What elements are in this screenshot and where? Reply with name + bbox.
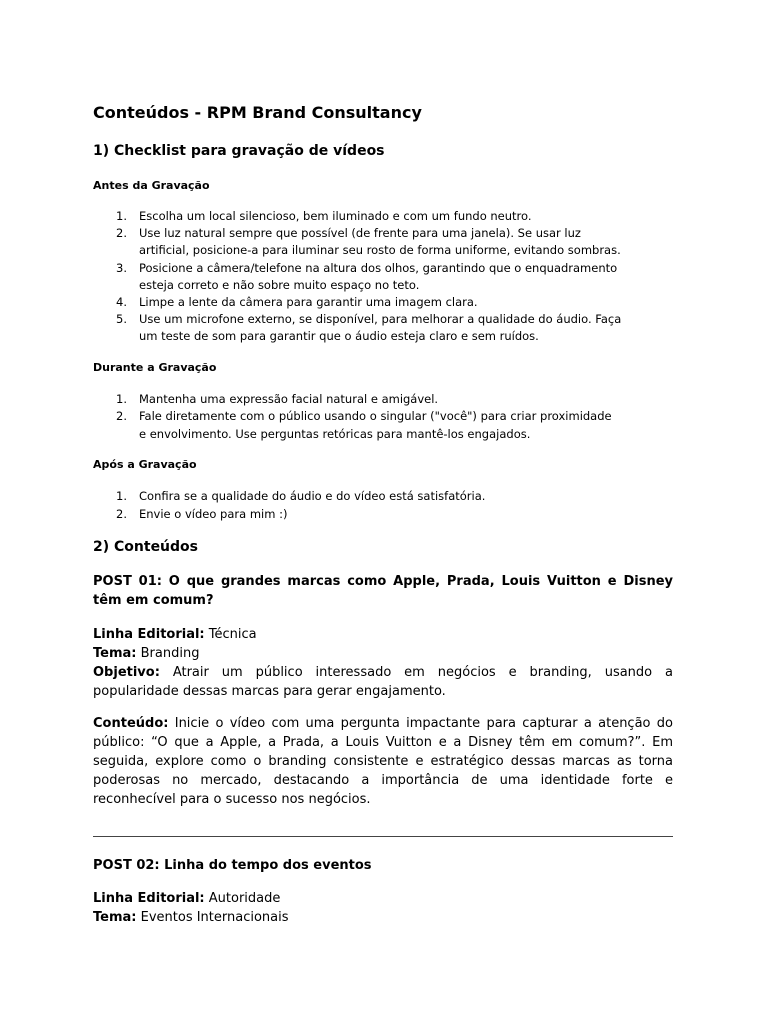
list-text-line1: Posicione a câmera/telefone na altura dos olhos, garantindo que o enquadramento — [139, 261, 618, 275]
list-number: 1. — [116, 209, 127, 223]
list-text: Mantenha uma expressão facial natural e amigável. — [139, 392, 439, 406]
durante-heading: Durante a Gravação — [93, 361, 217, 374]
post-02-title: POST 02: Linha do tempo dos eventos — [93, 858, 372, 873]
apos-heading: Após a Gravação — [93, 458, 197, 471]
field-value: Técnica — [208, 627, 257, 642]
list-number: 1. — [116, 489, 127, 503]
document-title: Conteúdos - RPM Brand Consultancy — [93, 103, 422, 122]
field-value: Inicie o vídeo com uma pergunta impactante para capturar a atenção do público: “O que a Apple, a Prada, a Louis Vuitton e a Disney têm em comum?”. Em seguida, explore como o branding consistente e estratégico dessas marcas as torna poderosas no mercado, destacando a importância de uma identidade forte e reconhecível para o sucesso nos negócios. — [93, 716, 673, 807]
field-value: Eventos Internacionais — [140, 910, 289, 925]
list-text-line1: Fale diretamente com o público usando o singular ("você") para criar proximidade — [139, 409, 612, 423]
list-number: 2. — [116, 226, 127, 240]
list-text-line2: artificial, posicione-a para iluminar seu rosto de forma uniforme, evitando sombras. — [139, 243, 621, 257]
field-label: Objetivo: — [93, 665, 160, 680]
post-01-title: POST 01: O que grandes marcas como Apple, Prada, Louis Vuitton e Disney têm em comum? — [93, 574, 673, 608]
list-text-line2: e envolvimento. Use perguntas retóricas para mantê-los engajados. — [139, 427, 531, 441]
list-number: 3. — [116, 261, 127, 275]
section-2-title: 2) Conteúdos — [93, 539, 198, 555]
field-label: Linha Editorial: — [93, 891, 205, 906]
post-01-conteudo — [93, 714, 673, 809]
field-label: Tema: — [93, 910, 137, 925]
post-01-linha-editorial — [93, 625, 257, 644]
field-value: Autoridade — [208, 891, 281, 906]
post-01-objetivo — [93, 663, 673, 701]
horizontal-divider — [93, 836, 673, 837]
list-number: 2. — [116, 507, 127, 521]
list-number: 2. — [116, 409, 127, 423]
list-number: 4. — [116, 295, 127, 309]
list-text-line1: Use luz natural sempre que possível (de frente para uma janela). Se usar luz — [139, 226, 581, 240]
list-text-line1: Use um microfone externo, se disponível, para melhorar a qualidade do áudio. Faça — [139, 312, 622, 326]
post-01-tema — [93, 644, 199, 663]
post-02-tema — [93, 908, 289, 927]
field-label: Tema: — [93, 646, 137, 661]
post-02-linha-editorial — [93, 889, 280, 908]
antes-heading: Antes da Gravação — [93, 179, 210, 192]
field-value: Atrair um público interessado em negócios e branding, usando a popularidade dessas marcas para gerar engajamento. — [93, 665, 673, 699]
list-text: Confira se a qualidade do áudio e do vídeo está satisfatória. — [139, 489, 486, 503]
list-text: Limpe a lente da câmera para garantir uma imagem clara. — [139, 295, 478, 309]
list-text: Escolha um local silencioso, bem iluminado e com um fundo neutro. — [139, 209, 532, 223]
field-value: Branding — [140, 646, 200, 661]
field-label: Linha Editorial: — [93, 627, 205, 642]
field-label: Conteúdo: — [93, 716, 169, 731]
list-text-line2: esteja correto e não sobre muito espaço no teto. — [139, 278, 420, 292]
list-number: 1. — [116, 392, 127, 406]
list-text-line2: um teste de som para garantir que o áudio esteja claro e sem ruídos. — [139, 329, 539, 343]
list-text: Envie o vídeo para mim :) — [139, 507, 288, 521]
section-1-title: 1) Checklist para gravação de vídeos — [93, 143, 385, 159]
list-number: 5. — [116, 312, 127, 326]
